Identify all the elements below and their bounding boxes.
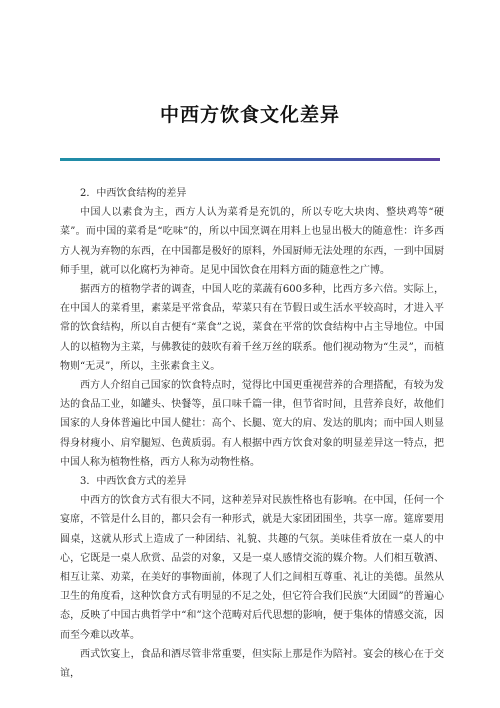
paragraph: 西式饮宴上，食品和酒尽管非常重要，但实际上那是作为陪衬。宴会的核心在于交谊， xyxy=(60,648,444,680)
paragraph: 据西方的植物学者的调查，中国人吃的菜蔬有600多种，比西方多六倍。实际上，在中国人的菜肴里，素菜是平常食品，荤菜只有在节假日或生活水平较高时，才进入平常的饮食结构，所以自古便有“菜食”之说，菜食在平常的饮食结构中占主导地位。中国人的以植物为主菜，与佛教徒的鼓吹有着千丝万丝的联系。他们视动物为“生灵”，而植物则“无灵”，所以，主张素食主义。 xyxy=(60,284,444,372)
document-body xyxy=(60,184,444,683)
paragraph: 中国人以素食为主，西方人认为菜肴是充饥的，所以专吃大块肉、整块鸡等“硬菜”。而中国的菜肴是“吃味”的，所以中国烹调在用料上也显出极大的随意性：许多西方人视为弃物的东西，在中国都是极好的原料，外国厨师无法处理的东西，一到中国厨师手里，就可以化腐朽为神奇。足见中国饮食在用料方面的随意性之广博。 xyxy=(60,207,444,276)
section-heading: 3．中西饮食方式的差异 xyxy=(80,476,187,488)
title-divider xyxy=(60,158,440,161)
paragraph: 中西方的饮食方式有很大不同，这种差异对民族性格也有影响。在中国，任何一个宴席，不管是什么目的，都只会有一种形式，就是大家团团围坐，共享一席。筵席要用圆桌，这就从形式上造成了一种团结、礼貌、共趣的气氛。美味佳肴放在一桌人的中心，它既是一桌人欣赏、品尝的对象，又是一桌人感情交流的媒介物。人们相互敬酒、相互让菜、劝菜，在美好的事物面前，体现了人们之间相互尊重、礼让的美德。虽然从卫生的角度看，这种饮食方式有明显的不足之处，但它符合我们民族“大团圆”的普遍心态，反映了中国古典哲学中“和”这个范畴对后代思想的影响，便于集体的情感交流，因而至今难以改革。 xyxy=(60,495,444,641)
paragraph: 西方人介绍自己国家的饮食特点时，觉得比中国更重视营养的合理搭配，有较为发达的食品工业，如罐头、快餐等，虽口味千篇一律，但节省时间，且营养良好，故他们国家的人身体普遍比中国人健壮：高个、长腿、宽大的肩、发达的肌肉；而中国人则显得身材瘦小、肩窄腿短、色黄质弱。有人根据中西方饮食对象的明显差异这一特点，把中国人称为植物性格，西方人称为动物性格。 xyxy=(60,380,444,468)
section-heading: 2．中西饮食结构的差异 xyxy=(80,188,187,199)
page-title: 中西方饮食文化差异 xyxy=(159,104,340,126)
